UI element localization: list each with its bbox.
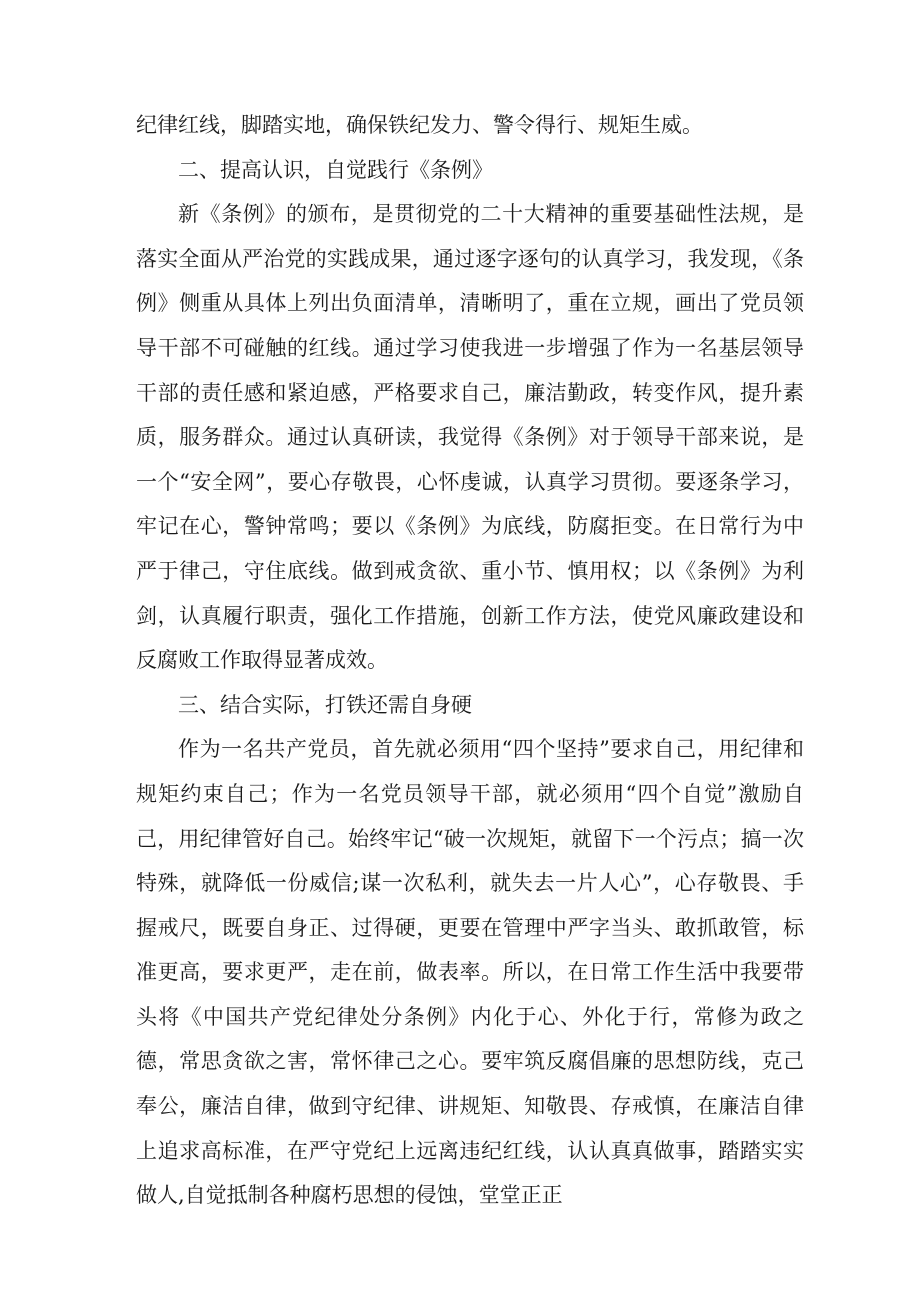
document-body [136,103,804,1218]
paragraph-section-three: 作为一名共产党员，首先就必须用“四个坚持”要求自己，用纪律和规矩约束自己；作为一名党员领导干部，就必须用“四个自觉”激励自己，用纪律管好自己。始终牢记“破一次规矩，就留下一个污点；搞一次特殊，就降低一份威信;谋一次私利，就失去一片人心”，心存敬畏、手握戒尺，既要自身正、过得硬，更要在管理中严字当头、敢抓敢管，标准更高，要求更严，走在前，做表率。所以，在日常工作生活中我要带头将《中国共产党纪律处分条例》内化于心、外化于行，常修为政之德，常思贪欲之害，常怀律己之心。要牢筑反腐倡廉的思想防线，克己奉公，廉洁自律，做到守纪律、讲规矩、知敬畏、存戒慎，在廉洁自律上追求高标准，在严守党纪上远离违纪红线，认认真真做事，踏踏实实做人,自觉抵制各种腐朽思想的侵蚀，堂堂正正 [136,737,804,1208]
section-heading-two: 二、提高认识，自觉践行《条例》 [178,157,493,182]
paragraph-continuation: 纪律红线，脚踏实地，确保铁纪发力、警令得行、规矩生威。 [136,113,703,137]
section-heading-three: 三、结合实际，打铁还需自身硬 [178,692,472,717]
paragraph-section-two: 新《条例》的颁布，是贯彻党的二十大精神的重要基础性法规，是落实全面从严治党的实践成果，通过逐字逐句的认真学习，我发现，《条例》侧重从具体上列出负面清单，清晰明了，重在立规，画出了党员领导干部不可碰触的红线。通过学习使我进一步增强了作为一名基层领导干部的责任感和紧迫感，严格要求自己，廉洁勤政，转变作风，提升素质，服务群众。通过认真研读，我觉得《条例》对于领导干部来说，是一个“安全网”，要心存敬畏，心怀虔诚，认真学习贯彻。要逐条学习，牢记在心，警钟常鸣；要以《条例》为底线，防腐拒变。在日常行为中严于律己，守住底线。做到戒贪欲、重小节、慎用权；以《条例》为利剑，认真履行职责，强化工作措施，创新工作方法，使党风廉政建设和反腐败工作取得显著成效。 [136,202,804,673]
